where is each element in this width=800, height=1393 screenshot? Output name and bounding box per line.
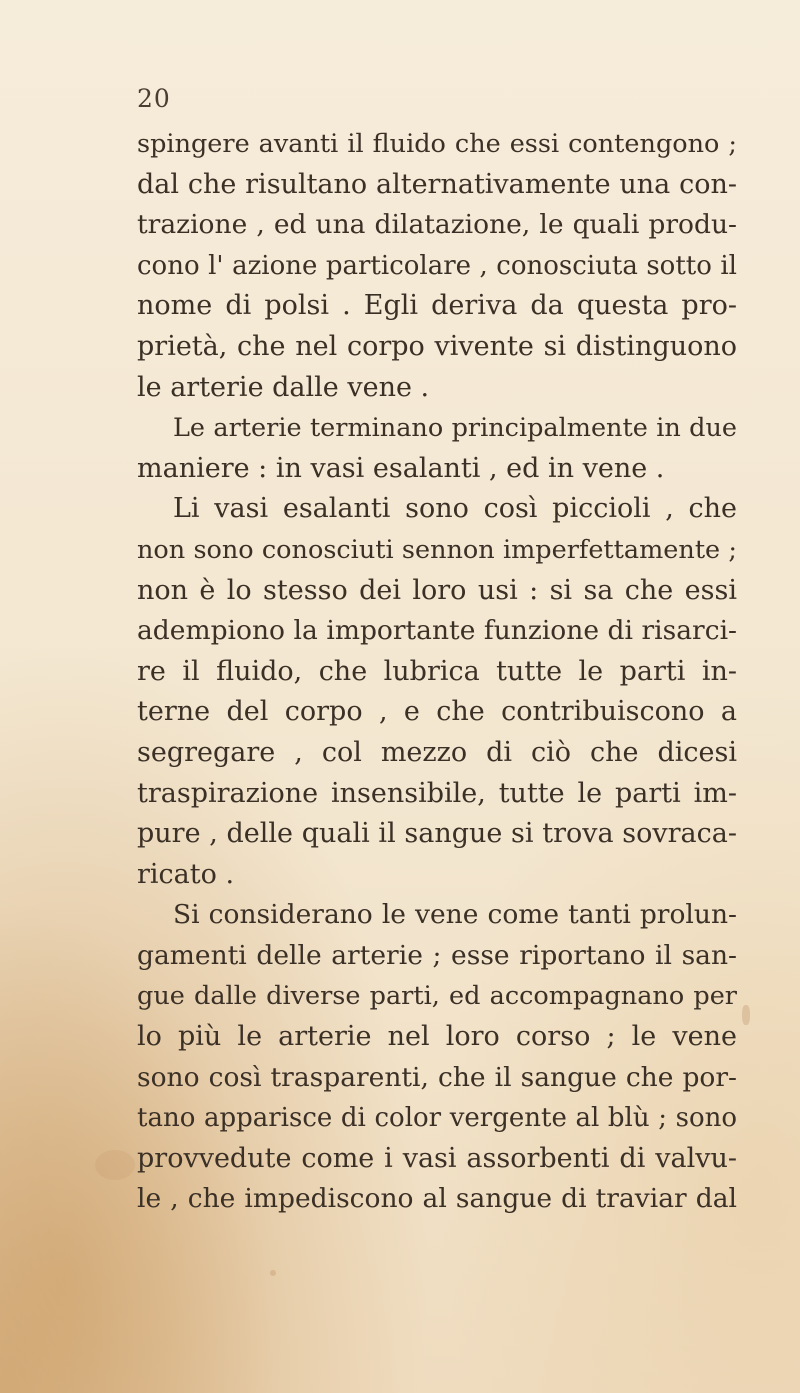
paper-stain xyxy=(270,1270,276,1276)
text-line: sono così trasparenti, che il sangue che por- xyxy=(137,1061,737,1093)
text-line: adempiono la importante funzione di risarci- xyxy=(137,615,737,647)
text-line: cono l' azione particolare , conosciuta sotto il xyxy=(137,250,737,281)
text-line: maniere : in vasi esalanti , ed in vene . xyxy=(137,452,665,484)
text-line: non è lo stesso dei loro usi : si sa che essi xyxy=(137,574,737,606)
text-line: lo più le arterie nel loro corso ; le vene xyxy=(137,1021,737,1053)
text-line: prietà, che nel corpo vivente si distinguono xyxy=(137,330,737,362)
text-line: terne del corpo , e che contribuiscono a xyxy=(137,696,737,728)
text-line: trazione , ed una dilatazione, le quali produ- xyxy=(137,209,737,241)
text-line: Le arterie terminano principalmente in due xyxy=(173,413,737,444)
body-text xyxy=(137,124,737,1220)
page-number: 20 xyxy=(137,84,171,113)
text-line: le , che impediscono al sangue di traviar dal xyxy=(137,1183,737,1215)
text-line: non sono conosciuti sennon imperfettamente ; xyxy=(137,534,737,565)
text-line: provvedute come i vasi assorbenti di valvu- xyxy=(137,1142,737,1174)
text-line: dal che risultano alternativamente una con- xyxy=(137,168,737,200)
text-line: nome di polsi . Egli deriva da questa pro- xyxy=(137,290,737,322)
paper-stain xyxy=(95,1150,135,1180)
text-line: ricato . xyxy=(137,858,235,890)
paper-stain xyxy=(742,1005,750,1025)
text-line: Si considerano le vene come tanti prolun- xyxy=(173,899,737,931)
text-line: traspirazione insensibile, tutte le parti im- xyxy=(137,777,737,809)
text-line: Li vasi esalanti sono così piccioli , che xyxy=(173,493,737,525)
text-line: gamenti delle arterie ; esse riportano il san- xyxy=(137,939,737,971)
text-line: spingere avanti il fluido che essi contengono ; xyxy=(137,129,737,159)
text-line: le arterie dalle vene . xyxy=(137,371,430,403)
text-line: tano apparisce di color vergente al blù ; sono xyxy=(137,1103,737,1134)
text-line: pure , delle quali il sangue si trova sovraca- xyxy=(137,818,737,850)
text-line: re il fluido, che lubrica tutte le parti in- xyxy=(137,655,737,687)
text-line: segregare , col mezzo di ciò che dicesi xyxy=(137,736,737,768)
text-line: gue dalle diverse parti, ed accompagnano per xyxy=(137,981,737,1012)
